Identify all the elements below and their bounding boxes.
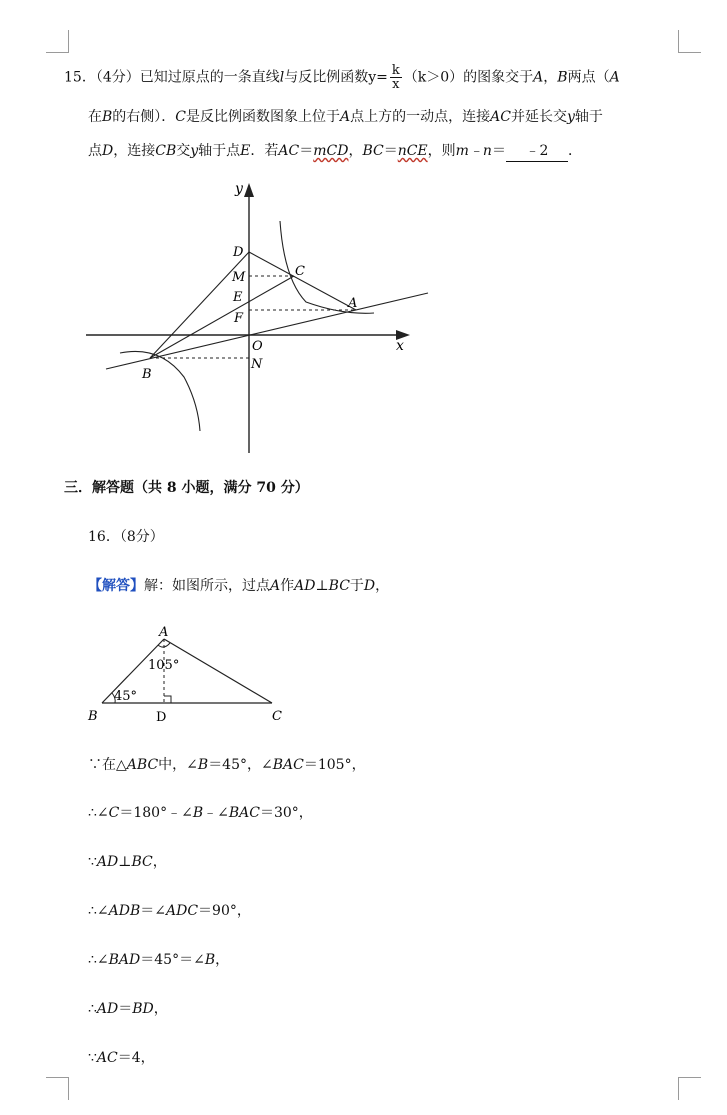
var-D: D [363,578,376,594]
var-AC: AC [278,143,300,159]
segment-DA [249,252,356,310]
step-text: ∵ [88,1050,97,1066]
q15-text: ．若 [250,143,279,159]
section-3-heading: 三．解答题（共 8 小题，满分 70 分） [64,480,309,496]
label-O: O [252,339,263,354]
step-text: 中，∠ [158,757,198,773]
q15-text: 的右侧）． [112,109,176,125]
q16-text: ， [375,578,390,594]
q15-text: ， [543,69,558,86]
solution-step [88,1048,155,1068]
var-nCE: nCE [397,143,428,159]
q15-text: ＝ [491,143,506,159]
step-var: BAC [272,757,304,773]
var-AD: AD [294,578,316,594]
q15-text: ，则 [427,143,456,159]
q15-text: 已知过原点的一条直线 [139,69,280,86]
step-text: ＝4， [117,1050,155,1066]
step-text: ∴∠ [88,903,109,919]
solution-step [88,755,366,775]
q15-text: ， [348,143,363,159]
q15-number: 15． [64,69,96,86]
step-var: AD [96,1001,119,1017]
var-A: A [270,578,281,594]
step-text: ＝∠ [140,903,166,919]
step-text: ∵ [88,854,97,870]
step-var: B [204,952,216,968]
segment-BC [150,276,294,358]
solution-step [88,803,313,823]
label-E: E [233,290,243,305]
step-var: AD [96,854,119,870]
q16-points: （8分） [119,529,164,545]
q15-text: ＝ [299,143,314,159]
solution-tag: 【解答】 [88,578,144,594]
q15-graph-figure [80,175,440,460]
label-D: D [233,245,244,260]
tri-label-A: A [159,625,169,640]
var-B: B [102,109,113,125]
q15-text: 并延长交 [510,109,567,125]
tri-label-D: D [156,710,167,725]
step-var: ADC [166,903,199,919]
step-text: ， [152,854,167,870]
solution-step [88,950,229,970]
condition-k-positive: （k＞0） [403,69,464,86]
var-y: y [190,143,199,159]
label-y: y [235,181,243,197]
label-C: C [295,264,305,279]
step-text: ＝45°，∠ [208,757,273,773]
angle-A-label: 105° [148,658,180,673]
label-B: B [142,367,152,382]
step-var: B [197,757,209,773]
q15-text: 两点（ [567,69,610,86]
step-text: ， [215,952,230,968]
q15-text: 在 [88,109,102,125]
step-text: ＝30°， [259,805,313,821]
var-AC: AC [490,109,511,125]
step-var: BAD [108,952,141,968]
q15-text: 轴于点 [198,143,241,159]
tri-label-C: C [272,709,282,724]
fraction-denominator: x [392,77,400,92]
step-text: ∴ [88,1001,97,1017]
var-BC: BC [328,578,350,594]
q15-text: ，连接 [113,143,156,159]
step-var: ABC [126,757,159,773]
page-corner-mark-bottom-left [46,1077,69,1100]
q15-text: 轴于 [574,109,603,125]
var-A: A [340,109,351,125]
fraction-numerator: k [391,63,400,78]
solution-step [88,999,168,1019]
label-M: M [232,270,246,285]
tri-label-B: B [88,709,98,724]
var-C: C [175,109,187,125]
step-text: ＝90°， [198,903,251,919]
segment-BD [150,252,249,358]
step-text: ⊥ [118,854,132,870]
var-A: A [533,69,544,86]
step-text: ， [153,1001,168,1017]
q15-points: （4分） [95,69,140,86]
perp-symbol: ⊥ [315,578,329,594]
label-x: x [396,338,404,354]
q15-text: ． [567,143,582,159]
solution-step [88,901,251,921]
step-var: BD [132,1001,154,1017]
var-l: l [279,69,285,86]
var-B: B [557,69,568,86]
angle-B-label: 45° [114,689,138,704]
q16-text: 解：如图所示，过点 [144,578,270,594]
q15-text: 的图象交于 [463,69,534,86]
step-var: C [108,805,120,821]
right-angle-mark [164,696,171,703]
page-corner-mark-bottom-right [678,1077,701,1100]
step-var: B [192,805,204,821]
triangle-figure [84,622,294,726]
page-corner-mark-top-left [46,30,69,53]
var-E: E [240,143,251,159]
var-BC: BC [362,143,384,159]
q15-text: ＝ [383,143,398,159]
step-text: ∴∠ [88,952,109,968]
label-F: F [234,311,244,326]
q16-number: 16． [88,529,120,545]
step-var: BC [131,854,153,870]
fraction-k-over-x [390,64,402,91]
step-text: ﹣∠ [203,805,229,821]
label-A: A [348,296,358,311]
step-var: AC [96,1050,118,1066]
y-axis-arrow [244,183,254,197]
step-text: ＝180°﹣∠ [119,805,193,821]
var-D: D [102,143,114,159]
step-var: ADB [108,903,141,919]
line-l [106,293,428,369]
label-N: N [251,357,263,372]
q16-text: 作 [280,578,295,594]
var-CB: CB [155,143,177,159]
step-text: ∴∠ [88,805,109,821]
side-AC [164,639,272,703]
q15-line-3 [88,141,582,162]
q15-answer: ﹣2 [506,141,568,162]
var-mCD: mCD [313,143,349,159]
step-text: ＝45°＝∠ [140,952,205,968]
step-text: ＝ [118,1001,133,1017]
func-y: y= [368,69,388,86]
q15-text: 点上方的一动点，连接 [350,109,491,125]
q15-text: 点 [88,143,102,159]
q16-header [88,527,164,547]
step-var: BAC [228,805,260,821]
q15-line-1 [64,64,620,91]
expr-m-minus-n: m﹣n [455,143,492,159]
q15-text: 是反比例函数图象上位于 [186,109,341,125]
page-corner-mark-top-right [678,30,701,53]
q15-text: 与反比例函数 [284,69,369,86]
q16-solution-intro [88,576,389,596]
solution-step [88,852,167,872]
step-text: ＝105°， [303,757,366,773]
q15-line-2 [88,107,603,127]
step-text: ∵在△ [88,757,127,773]
var-A: A [609,69,620,86]
q15-text: 交 [176,143,191,159]
q16-text: 于 [349,578,364,594]
var-y: y [566,109,575,125]
